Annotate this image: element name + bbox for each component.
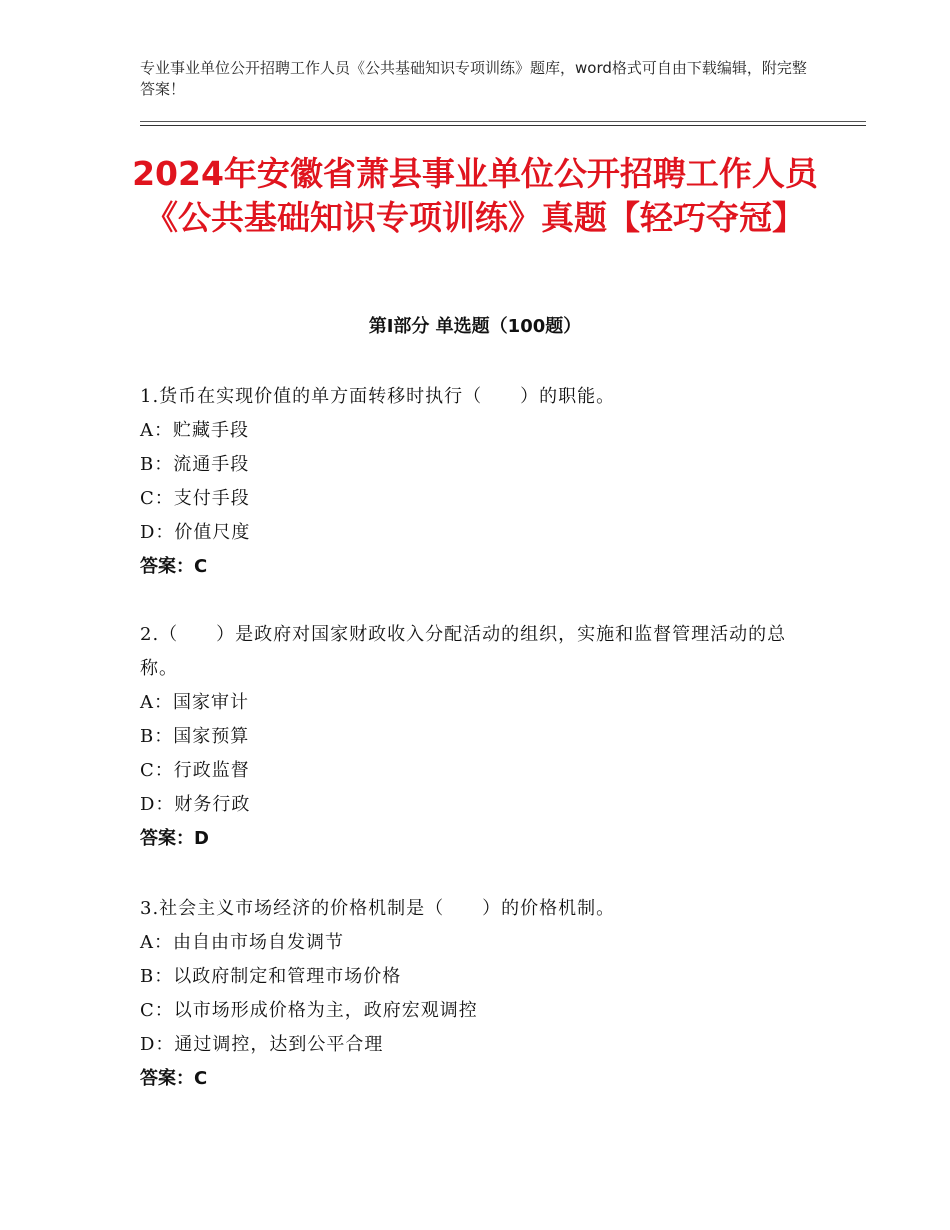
- option-c: C：以市场形成价格为主，政府宏观调控: [140, 1000, 478, 1021]
- option-a: A：由自由市场自发调节: [140, 932, 344, 953]
- option-d: D：价值尺度: [140, 522, 251, 543]
- option-c: C：支付手段: [140, 488, 250, 509]
- question-text: 1.货币在实现价值的单方面转移时执行（ ）的职能。: [140, 386, 616, 407]
- document-title: 2024年安徽省萧县事业单位公开招聘工作人员《公共基础知识专项训练》真题【轻巧夺冠】: [132, 154, 818, 237]
- option-b: B：流通手段: [140, 454, 250, 475]
- header-note: 专业事业单位公开招聘工作人员《公共基础知识专项训练》题库，word格式可自由下载编辑，附完整答案！: [140, 59, 807, 98]
- question-text: 2.（ ）是政府对国家财政收入分配活动的组织，实施和监督管理活动的总称。: [140, 624, 787, 679]
- option-d: D：通过调控，达到公平合理: [140, 1034, 384, 1055]
- option-b: B：以政府制定和管理市场价格: [140, 966, 402, 987]
- answer: 答案：C: [140, 1068, 208, 1089]
- option-a: A：贮藏手段: [140, 420, 249, 441]
- header-divider: [140, 121, 866, 126]
- question-2: [140, 618, 820, 856]
- question-text: 3.社会主义市场经济的价格机制是（ ）的价格机制。: [140, 898, 616, 919]
- option-d: D：财务行政: [140, 794, 251, 815]
- answer: 答案：D: [140, 828, 209, 849]
- answer: 答案：C: [140, 556, 208, 577]
- option-a: A：国家审计: [140, 692, 249, 713]
- option-c: C：行政监督: [140, 760, 250, 781]
- section-heading: 第Ⅰ部分 单选题（100题）: [368, 316, 582, 337]
- question-1: [140, 380, 820, 584]
- option-b: B：国家预算: [140, 726, 250, 747]
- question-3: [140, 892, 820, 1096]
